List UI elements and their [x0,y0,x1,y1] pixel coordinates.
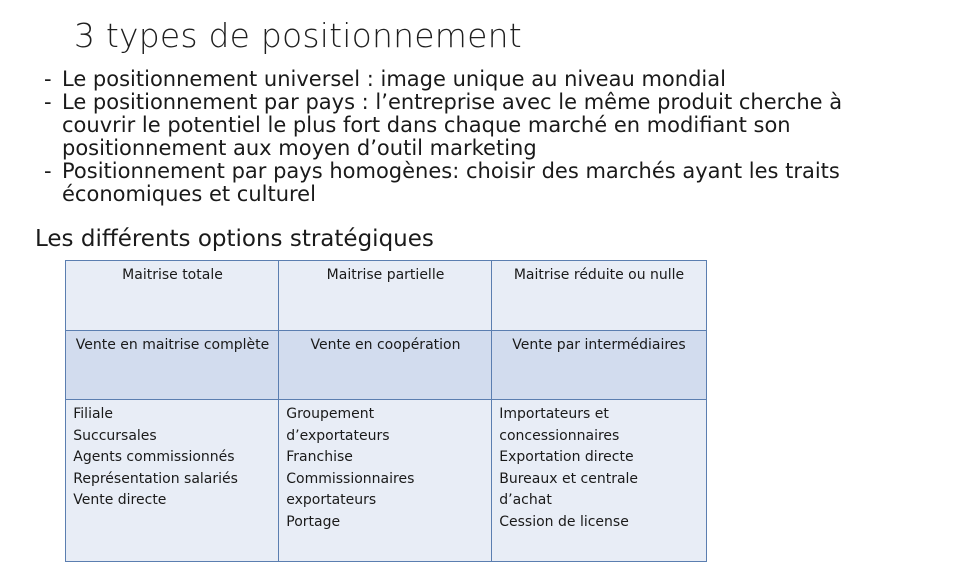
list-item: d’achat [499,492,552,509]
list-item: concessionnaires [499,427,620,444]
list-cell [491,399,707,562]
list-item: Exportation directe [499,449,634,466]
list-item: Filiale [73,406,114,423]
section-subheading: Les différents options stratégiques [35,226,434,252]
bullet-item: - Positionnement par pays homogènes: choisir des marchés ayant les traits économiques et culturel [44,160,914,206]
list-item: exportateurs [286,492,377,509]
list-cell [65,399,280,562]
mode-cell: Vente en maitrise complète [65,330,280,401]
list-item: Cession de license [499,513,629,530]
slide-title: 3 types de positionnement [74,16,522,55]
bullet-item: - Le positionnement universel : image unique au niveau mondial [44,68,914,91]
list-cell [278,399,493,562]
list-item: Portage [286,513,341,530]
bullet-item: - Le positionnement par pays : l’entreprise avec le même produit cherche à couvrir le potentiel le plus fort dans chaque marché en modifiant son positionnement aux moyen d’outil marketing [44,91,914,160]
list-item: Commissionnaires [286,470,415,487]
header-cell: Maitrise réduite ou nulle [491,260,707,332]
list-item: Franchise [286,449,353,466]
strategy-table [66,261,706,561]
list-item: Agents commissionnés [73,449,235,466]
list-item: Bureaux et centrale [499,470,639,487]
header-cell: Maitrise partielle [278,260,493,332]
list-item: d’exportateurs [286,427,390,444]
mode-cell: Vente en coopération [278,330,493,401]
list-item: Vente directe [73,492,167,509]
list-item: Succursales [73,427,157,444]
header-cell: Maitrise totale [65,260,280,332]
list-item: Importateurs et [499,406,609,423]
list-item: Représentation salariés [73,470,238,487]
mode-cell: Vente par intermédiaires [491,330,707,401]
list-item: Groupement [286,406,375,423]
bullet-list [44,68,914,206]
